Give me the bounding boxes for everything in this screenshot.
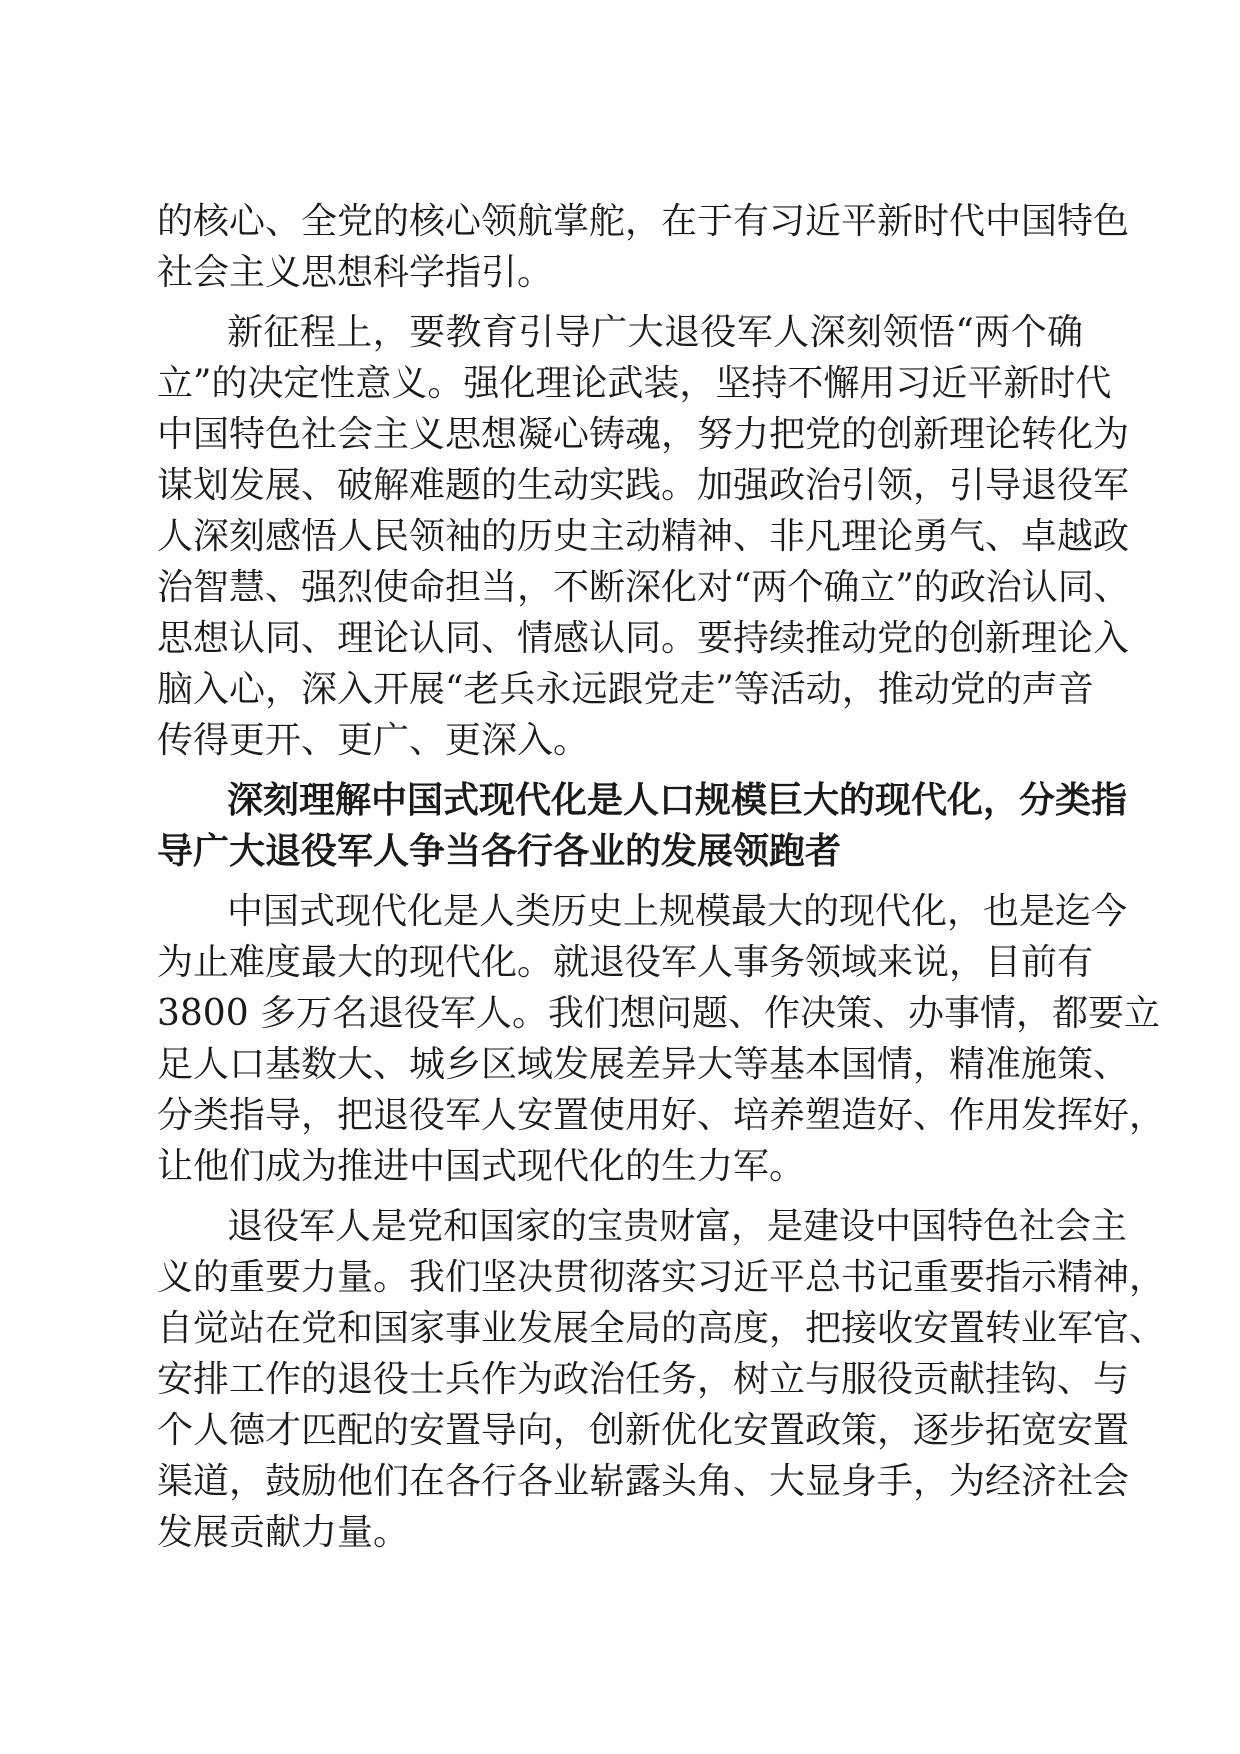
paragraph-line: 渠道，鼓励他们在各行各业崭露头角、大显身手，为经济社会 <box>157 1461 1130 1502</box>
section-heading: 导广大退役军人争当各行各业的发展领跑者 <box>157 831 842 872</box>
paragraph-line: 义的重要力量。我们坚决贯彻落实习近平总书记重要指示精神， <box>157 1257 1166 1298</box>
paragraph-line: 谋划发展、破解难题的生动实践。加强政治引领，引导退役军 <box>157 465 1130 506</box>
paragraph-line: 发展贡献力量。 <box>157 1512 410 1553</box>
paragraph-line: 退役军人是党和国家的宝贵财富，是建设中国特色社会主 <box>227 1206 1128 1247</box>
paragraph-line: 3800 多万名退役军人。我们想问题、作决策、办事情，都要立 <box>157 993 1161 1034</box>
section-heading: 深刻理解中国式现代化是人口规模巨大的现代化，分类指 <box>227 780 1128 821</box>
paragraph-line: 自觉站在党和国家事业发展全局的高度，把接收安置转业军官、 <box>157 1308 1166 1349</box>
paragraph-line: 分类指导，把退役军人安置使用好、培养塑造好、作用发挥好， <box>157 1095 1166 1136</box>
paragraph-line: 社会主义思想科学指引。 <box>157 252 554 293</box>
paragraph-line: 新征程上，要教育引导广大退役军人深刻领悟“两个确 <box>227 312 1083 353</box>
paragraph-line: 传得更开、更广、更深入。 <box>157 720 590 761</box>
paragraph-line: 为止难度最大的现代化。就退役军人事务领域来说，目前有 <box>157 942 1094 983</box>
paragraph-line: 足人口基数大、城乡区域发展差异大等基本国情，精准施策、 <box>157 1044 1130 1085</box>
paragraph-line: 脑入心，深入开展“老兵永远跟党走”等活动，推动党的声音 <box>157 669 1094 710</box>
paragraph-line: 安排工作的退役士兵作为政治任务，树立与服役贡献挂钩、与 <box>157 1359 1130 1400</box>
paragraph-line: 的核心、全党的核心领航掌舵，在于有习近平新时代中国特色 <box>157 201 1130 242</box>
paragraph-line: 立”的决定性意义。强化理论武装，坚持不懈用习近平新时代 <box>157 363 1112 404</box>
paragraph-line: 个人德才匹配的安置导向，创新优化安置政策，逐步拓宽安置 <box>157 1410 1130 1451</box>
paragraph-line: 中国式现代化是人类历史上规模最大的现代化，也是迄今 <box>227 891 1128 932</box>
paragraph-line: 思想认同、理论认同、情感认同。要持续推动党的创新理论入 <box>157 618 1130 659</box>
paragraph-line: 让他们成为推进中国式现代化的生力军。 <box>157 1146 806 1187</box>
paragraph-line: 中国特色社会主义思想凝心铸魂，努力把党的创新理论转化为 <box>157 414 1130 455</box>
paragraph-line: 人深刻感悟人民领袖的历史主动精神、非凡理论勇气、卓越政 <box>157 516 1130 557</box>
paragraph-line: 治智慧、强烈使命担当，不断深化对“两个确立”的政治认同、 <box>157 567 1130 608</box>
